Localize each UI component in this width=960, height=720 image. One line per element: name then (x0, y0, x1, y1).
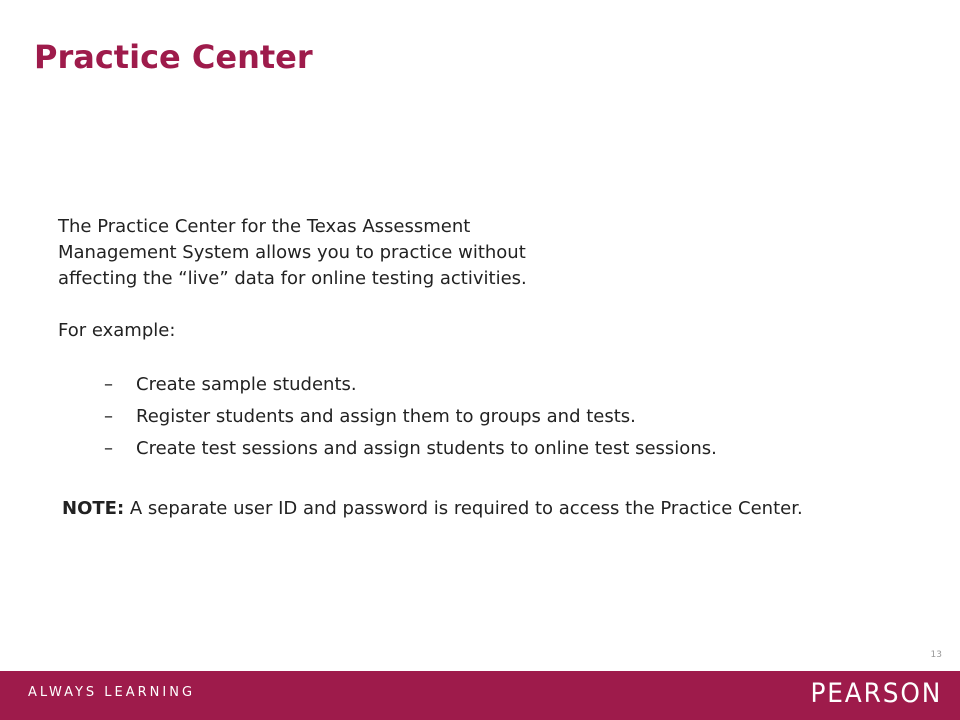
dash-bullet: – (104, 374, 113, 395)
note-paragraph (62, 496, 892, 522)
list-item (104, 436, 717, 462)
example-list (104, 372, 717, 468)
list-item (104, 372, 717, 398)
intro-paragraph (58, 214, 638, 292)
dash-bullet: – (104, 438, 113, 459)
brand-logo: PEARSON (810, 678, 942, 709)
dash-bullet: – (104, 406, 113, 427)
intro-line: The Practice Center for the Texas Assessment (58, 216, 471, 237)
note-text: A separate user ID and password is required to access the Practice Center. (124, 498, 803, 519)
intro-line: affecting the “live” data for online testing activities. (58, 268, 527, 289)
example-label: For example: (58, 320, 176, 341)
footer-tagline: ALWAYS LEARNING (28, 685, 196, 700)
list-item-text: Register students and assign them to groups and tests. (136, 406, 636, 427)
page-number: 13 (930, 650, 942, 660)
note-label: NOTE: (62, 498, 125, 519)
list-item-text: Create sample students. (136, 374, 357, 395)
slide-title: Practice Center (34, 38, 313, 76)
list-item (104, 404, 717, 430)
intro-line: Management System allows you to practice without (58, 242, 526, 263)
list-item-text: Create test sessions and assign students to online test sessions. (136, 438, 717, 459)
